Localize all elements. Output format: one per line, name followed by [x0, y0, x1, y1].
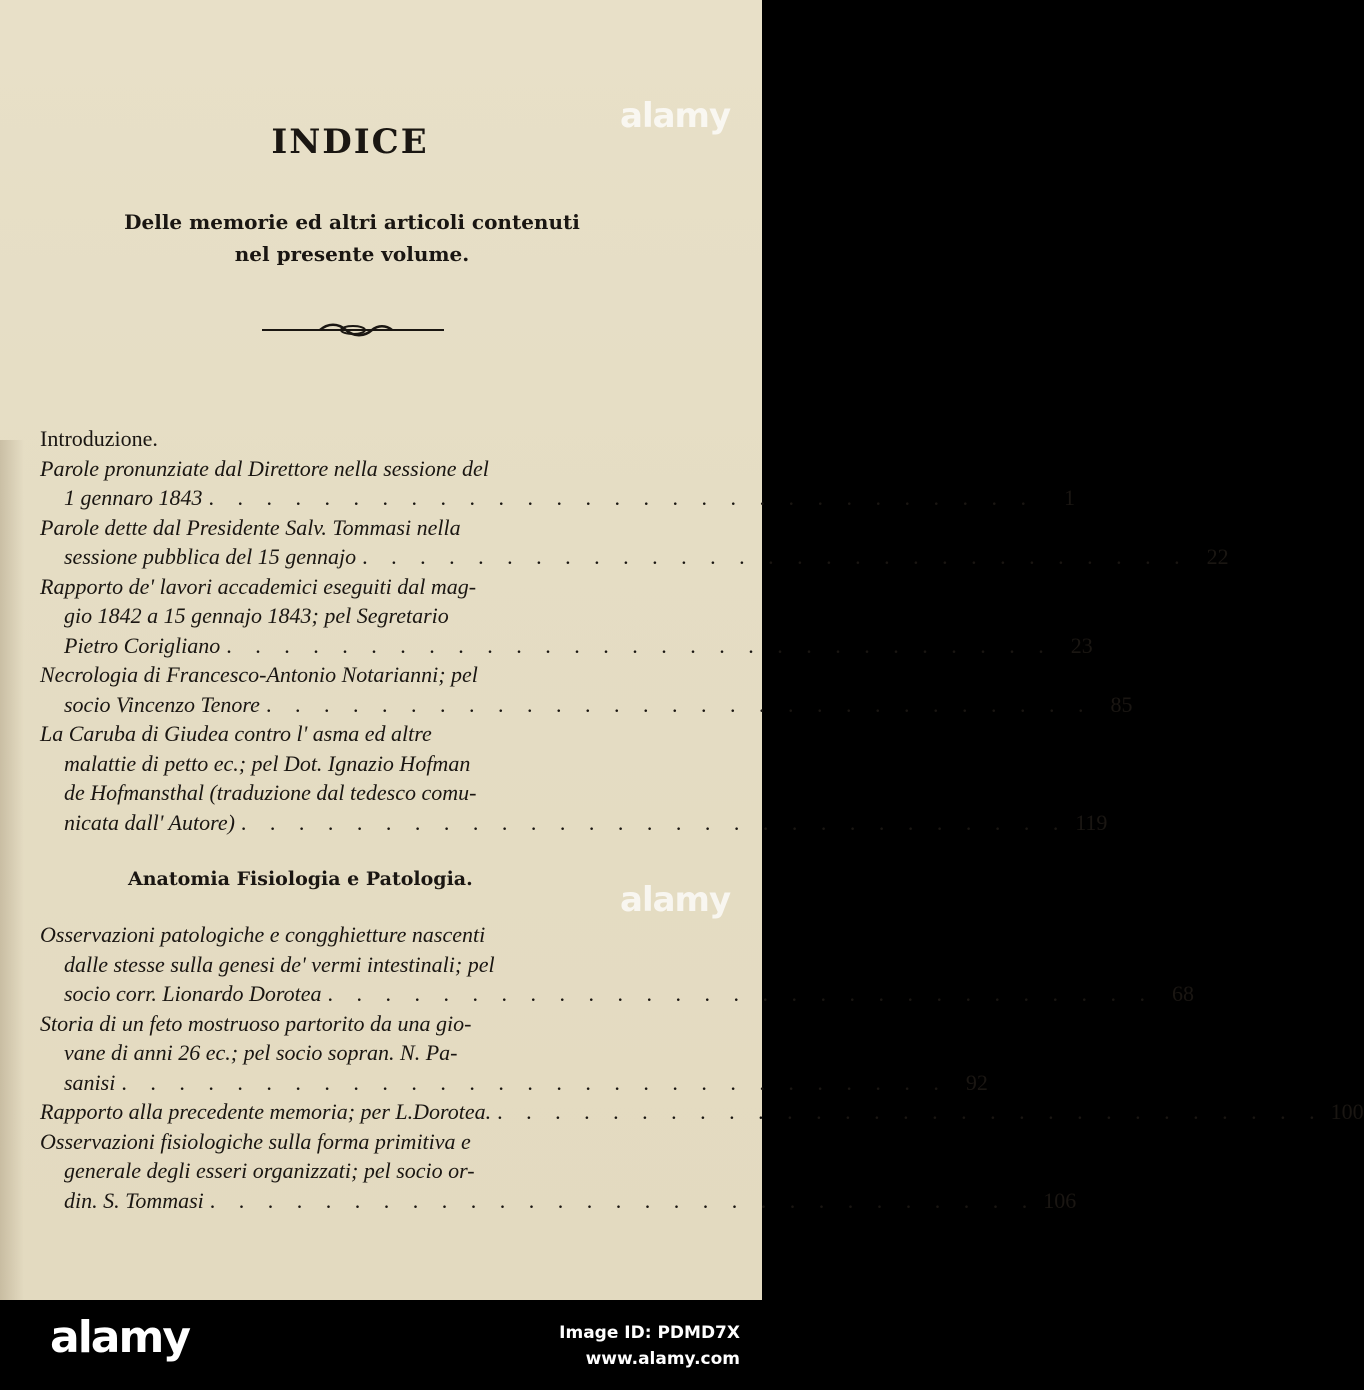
entry-line — [40, 1038, 664, 1068]
footer-brand-logo: alamy — [50, 1312, 189, 1363]
leader-dots: . . . . . . . . . . . . . . . . . . . . . . . . . . . . . — [209, 1187, 1037, 1213]
page-number: 119 — [1075, 809, 1108, 835]
toc-entry — [40, 920, 1194, 1009]
entry-text: sanisi — [64, 1069, 116, 1095]
leader-dots: . . . . . . . . . . . . . . . . . . . . . . . . . . . . . — [208, 485, 1036, 510]
entry-text: de Hofmansthal (traduzione dal tedesco comu- — [64, 780, 477, 805]
page-number: 92 — [965, 1069, 988, 1095]
entry-line — [40, 1127, 664, 1157]
entry-text: Parole dette dal Presidente Salv. Tommasi nella — [40, 514, 461, 540]
toc-entry — [40, 719, 1108, 837]
leader-dots: . . . . . . . . . . . . . . . . . . . . . . . . . . . . . — [121, 1069, 948, 1095]
entry-text: nicata dall' Autore) — [64, 809, 235, 835]
entry-text: socio Vincenzo Tenore — [64, 691, 260, 717]
entry-text: Rapporto de' lavori accademici eseguiti dal mag- — [40, 573, 477, 599]
entry-text: generale degli esseri organizzati; pel socio or- — [64, 1158, 475, 1183]
entry-text: vane di anni 26 ec.; pel socio sopran. N. Pa- — [64, 1040, 458, 1065]
ornament-divider — [262, 322, 444, 338]
page-number: 1 — [1064, 485, 1076, 510]
toc-entry — [40, 660, 1133, 719]
image-id: Image ID: PDMD7X — [559, 1323, 740, 1343]
entry-line — [40, 601, 664, 631]
toc-entry — [40, 1127, 1077, 1216]
footer-url: www.alamy.com — [585, 1349, 740, 1369]
watermark-top: alamy — [620, 96, 731, 136]
entry-text: Osservazioni fisiologiche sulla forma primitiva e — [40, 1128, 471, 1154]
entry-line — [40, 631, 1093, 661]
entry-line — [40, 950, 664, 980]
entry-line — [40, 1009, 664, 1039]
leader-dots: . . . . . . . . . . . . . . . . . . . . . . . . . . . . . — [327, 981, 1154, 1006]
section-anatomia — [40, 920, 1364, 1215]
entry-text: socio corr. Lionardo Dorotea — [64, 981, 322, 1006]
entry-list — [40, 920, 1364, 1215]
entry-line — [40, 778, 664, 808]
toc-entry — [40, 454, 1076, 513]
section-heading: Introduzione. — [40, 426, 158, 451]
entry-line — [40, 483, 1076, 513]
entry-line — [40, 749, 664, 779]
page-number: 106 — [1043, 1187, 1077, 1213]
entry-line — [40, 979, 1194, 1009]
watermark-middle: alamy — [620, 880, 731, 920]
entry-text: gio 1842 a 15 gennajo 1843; pel Segretario — [64, 603, 449, 628]
entry-line — [40, 1068, 988, 1098]
entry-list — [40, 454, 1229, 838]
subtitle — [72, 206, 632, 270]
entry-text: malattie di petto ec.; pel Dot. Ignazio Hofman — [64, 750, 471, 776]
entry-line — [40, 719, 664, 749]
subtitle-line: nel presente volume. — [234, 242, 470, 266]
toc-entry — [40, 572, 1093, 661]
entry-text: Pietro Corigliano — [64, 632, 221, 658]
entry-text: Storia di un feto mostruoso partorito da una gio- — [40, 1010, 472, 1036]
page-edge-shadow — [0, 440, 24, 1300]
entry-text: 1 gennaro 1843 — [64, 485, 203, 510]
leader-dots: . . . . . . . . . . . . . . . . . . . . . . . . . . . . . — [226, 632, 1053, 658]
footer-image-info — [559, 1320, 740, 1372]
entry-line — [40, 1156, 664, 1186]
entry-line — [40, 660, 664, 690]
leader-dots: . . . . . . . . . . . . . . . . . . . . . . . . . . . . . — [240, 809, 1068, 835]
section-heading-anatomia: Anatomia Fisiologia e Patologia. — [128, 868, 473, 890]
toc-entry — [40, 1097, 1364, 1127]
section-introduzione — [40, 424, 1229, 837]
page-number: 23 — [1070, 632, 1093, 658]
entry-line — [40, 1186, 1077, 1216]
entry-text: dalle stesse sulla genesi de' vermi intestinali; pel — [64, 951, 495, 977]
page-number: 22 — [1206, 544, 1229, 569]
toc-entry — [40, 513, 1229, 572]
entry-line — [40, 808, 1108, 838]
entry-line — [40, 454, 664, 484]
entry-text: din. S. Tommasi — [64, 1187, 204, 1213]
page-title: INDICE — [271, 122, 429, 162]
entry-text: La Caruba di Giudea contro l' asma ed altre — [40, 721, 432, 746]
entry-line — [40, 690, 1133, 720]
entry-text: Rapporto alla precedente memoria; per L.Dorotea. — [40, 1099, 492, 1124]
entry-text: sessione pubblica del 15 gennajo — [64, 544, 357, 569]
entry-text: Necrologia di Francesco-Antonio Notarianni; pel — [40, 662, 478, 687]
entry-line — [40, 1097, 1364, 1127]
leader-dots: . . . . . . . . . . . . . . . . . . . . . . . . . . . . . — [265, 691, 1093, 717]
page-number: 85 — [1110, 691, 1133, 717]
toc-entry — [40, 1009, 988, 1098]
entry-line — [40, 513, 664, 543]
entry-line — [40, 572, 664, 602]
entry-text: Parole pronunziate dal Direttore nella sessione del — [40, 455, 489, 481]
entry-line — [40, 542, 1229, 572]
page-number: 100 — [1330, 1099, 1364, 1124]
page-number: 68 — [1172, 981, 1194, 1006]
entry-text: Osservazioni patologiche e congghietture nascenti — [40, 922, 486, 947]
leader-dots: . . . . . . . . . . . . . . . . . . . . . . . . . . . . . — [497, 1099, 1324, 1124]
entry-line — [40, 920, 664, 950]
subtitle-line: Delle memorie ed altri articoli contenuti — [124, 210, 580, 234]
leader-dots: . . . . . . . . . . . . . . . . . . . . . . . . . . . . . — [362, 544, 1189, 569]
